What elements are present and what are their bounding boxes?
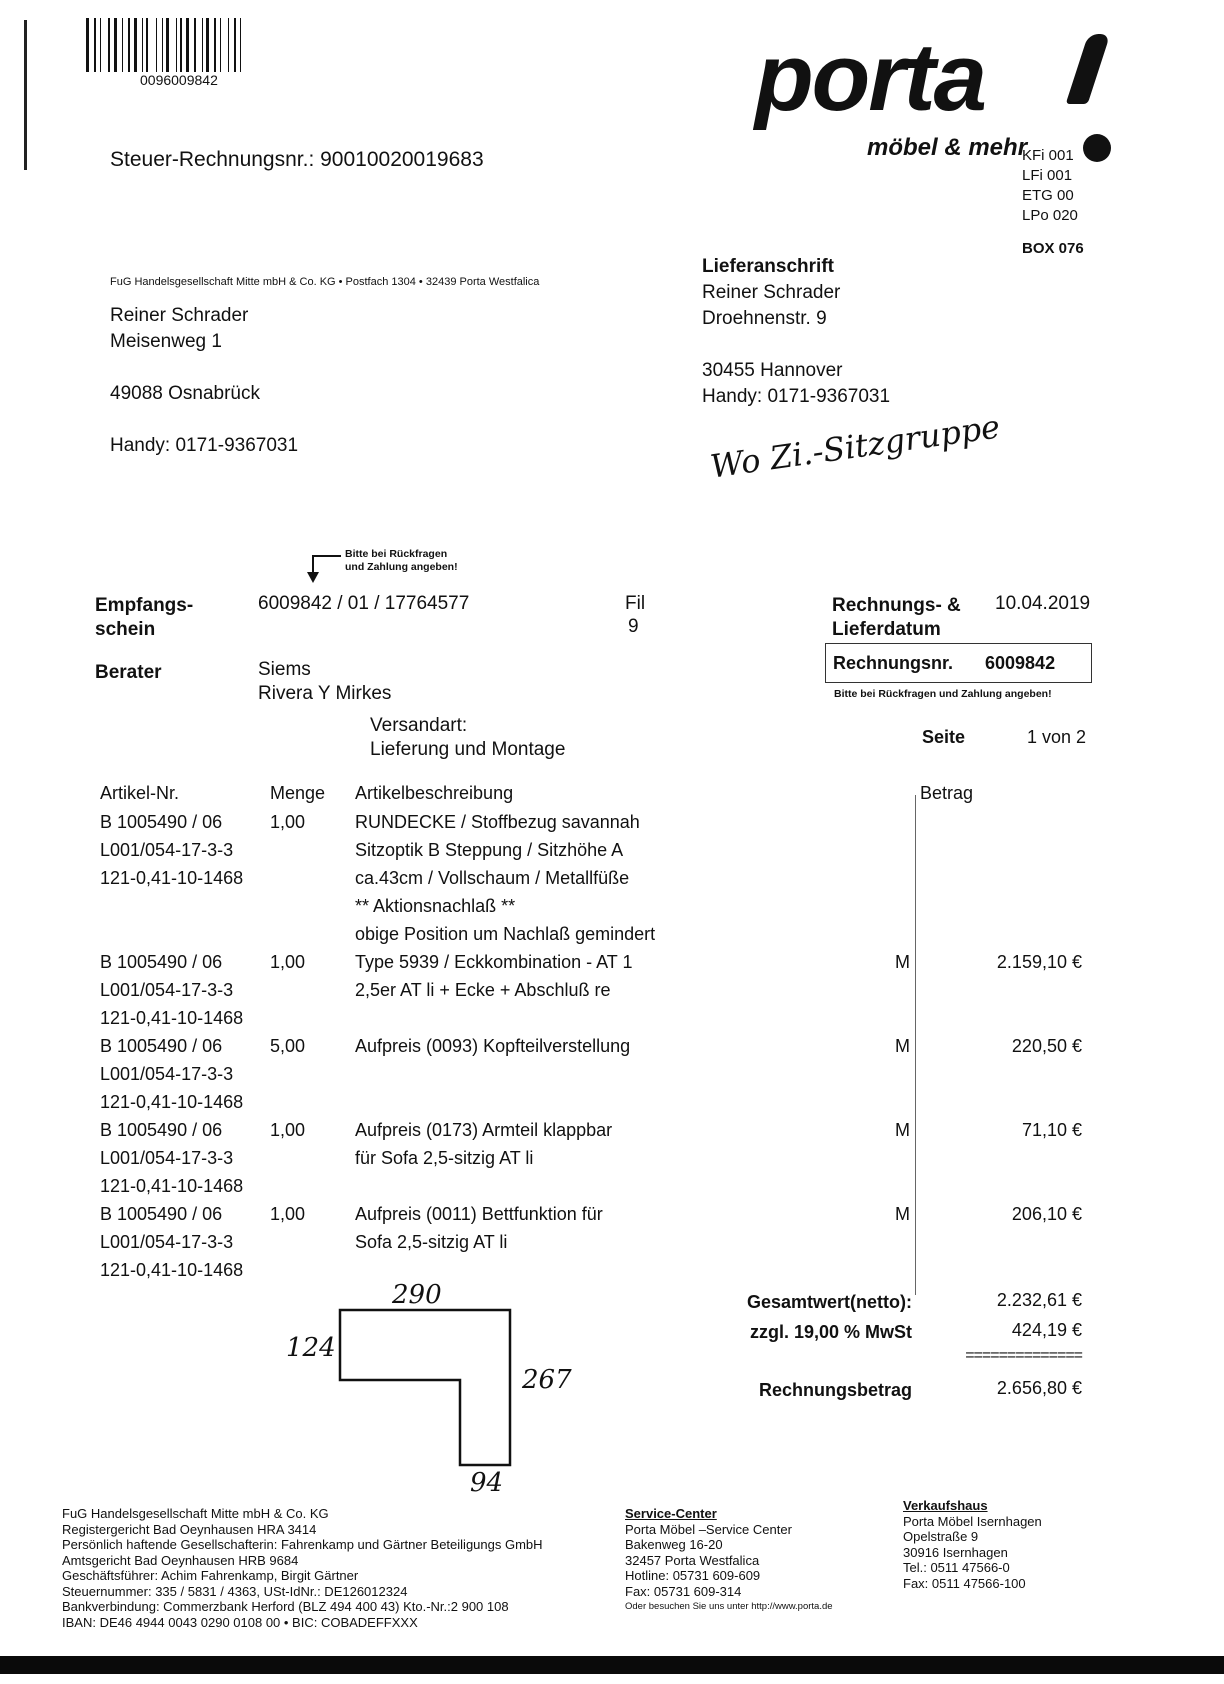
- table-cell-desc: Sitzoptik B Steppung / Sitzhöhe A: [355, 840, 624, 860]
- table-cell-art: L001/054-17-3-3: [100, 1232, 234, 1252]
- table-cell-art: 121-0,41-10-1468: [100, 1008, 244, 1028]
- billing-phone: Handy: 0171-9367031: [110, 435, 299, 456]
- barcode-bar: [166, 18, 169, 72]
- invoice-total-label: Rechnungsbetrag: [758, 1380, 912, 1400]
- footer-line: IBAN: DE46 4944 0043 0290 0108 00 • BIC: COBADEFFXXX: [62, 1614, 418, 1630]
- vat-value: 424,19 €: [1011, 1320, 1082, 1340]
- scan-mark: [24, 20, 27, 170]
- service-line: Hotline: 05731 609-609: [625, 1568, 761, 1583]
- table-cell-amount: 206,10 €: [1011, 1204, 1082, 1224]
- footer-line: Persönlich haftende Gesellschafterin: Fahrenkamp und Gärtner Beteiligungs GmbH: [62, 1537, 543, 1552]
- barcode-number: 0096009842: [140, 72, 218, 88]
- invoice-number-value: 6009842: [985, 653, 1056, 673]
- barcode-bar: [108, 18, 110, 72]
- total-separator: ==============: [965, 1347, 1082, 1364]
- barcode-bar: [214, 18, 216, 72]
- invoice-number-label: Rechnungsnr.: [833, 653, 954, 673]
- invoice-date-label: [832, 594, 961, 642]
- barcode: [86, 18, 288, 72]
- table-cell-desc: für Sofa 2,5-sitzig AT li: [355, 1148, 534, 1168]
- billing-city: 49088 Osnabrück: [110, 383, 260, 404]
- barcode-bar: [180, 18, 182, 72]
- service-heading: Service-Center: [625, 1506, 717, 1521]
- receipt-label-1: Empfangs-: [95, 595, 194, 616]
- table-cell-m: M: [895, 1120, 910, 1140]
- box-codes: [1022, 146, 1078, 226]
- footer-store: [903, 1498, 1042, 1591]
- footer-line: Steuernummer: 335 / 5831 / 4363, USt-IdNr.: DE126012324: [62, 1583, 408, 1599]
- table-cell-art: 121-0,41-10-1468: [100, 868, 244, 888]
- table-cell-m: M: [895, 952, 910, 972]
- table-cell-m: M: [895, 1204, 910, 1224]
- receipt-value: 6009842 / 01 / 17764577: [258, 593, 470, 614]
- table-cell-qty: 1,00: [270, 952, 306, 972]
- table-cell-qty: 1,00: [270, 1204, 306, 1224]
- box-code: ETG 00: [1022, 187, 1074, 204]
- table-cell-art: B 1005490 / 06: [100, 1036, 223, 1056]
- service-line: Fax: 05731 609-314: [625, 1583, 742, 1599]
- handwritten-note: Wo Zi.-Sitzgruppe: [708, 407, 1003, 486]
- fil-value: 9: [628, 616, 639, 637]
- barcode-bar: [206, 18, 209, 72]
- table-cell-art: 121-0,41-10-1468: [100, 1176, 244, 1196]
- amount-divider: [915, 795, 916, 1295]
- footer-line: FuG Handelsgesellschaft Mitte mbH & Co. KG: [62, 1506, 329, 1521]
- table-cell-qty: 5,00: [270, 1036, 306, 1056]
- barcode-bar: [100, 18, 101, 72]
- service-line: 32457 Porta Westfalica: [625, 1552, 760, 1568]
- vat-label: zzgl. 19,00 % MwSt: [749, 1322, 912, 1342]
- invoice-date-value: 10.04.2019: [995, 593, 1091, 614]
- receipt-label: [95, 594, 193, 642]
- barcode-bar: [220, 18, 221, 72]
- barcode-bar: [234, 18, 236, 72]
- shipping-label: Versandart:: [370, 715, 468, 736]
- sketch-bottom: 94: [470, 1468, 504, 1498]
- barcode-bar: [134, 18, 137, 72]
- logo-exclamation: [1066, 34, 1111, 104]
- table-cell-art: L001/054-17-3-3: [100, 980, 234, 1000]
- page-value: 1 von 2: [1027, 727, 1087, 747]
- invoice-number-note: Bitte bei Rückfragen und Zahlung angeben!: [834, 688, 1052, 700]
- table-cell-desc: ** Aktionsnachlaß **: [355, 896, 516, 916]
- table-cell-art: 121-0,41-10-1468: [100, 1092, 244, 1112]
- footer-service: [625, 1506, 833, 1615]
- advisor-name: Siems: [258, 659, 311, 680]
- advisor-names: [258, 658, 391, 706]
- footer-company: [62, 1506, 543, 1630]
- store-line: Porta Möbel Isernhagen: [903, 1513, 1042, 1529]
- table-cell-desc: Aufpreis (0173) Armteil klappbar: [355, 1120, 613, 1140]
- barcode-bar: [228, 18, 229, 72]
- arrow-note: [345, 548, 458, 574]
- advisor-name: Rivera Y Mirkes: [258, 683, 392, 704]
- delivery-heading: Lieferanschrift: [702, 256, 834, 277]
- logo-dot: [1083, 134, 1111, 162]
- barcode-bar: [162, 18, 163, 72]
- sketch-left: 124: [286, 1333, 336, 1363]
- table-cell-amount: 2.159,10 €: [996, 952, 1082, 972]
- barcode-bar: [240, 18, 241, 72]
- invoice-date-label-2: Lieferdatum: [832, 619, 941, 640]
- table-cell-desc: 2,5er AT li + Ecke + Abschluß re: [355, 980, 611, 1000]
- barcode-bar: [142, 18, 143, 72]
- table-cell-desc: ca.43cm / Vollschaum / Metallfüße: [355, 868, 630, 888]
- store-line: Opelstraße 9: [903, 1529, 979, 1544]
- footer-line: Amtsgericht Bad Oeynhausen HRB 9684: [62, 1552, 299, 1568]
- store-line: Tel.: 0511 47566-0: [903, 1560, 1010, 1575]
- porta-logo: [755, 24, 1125, 161]
- logo-brand: porta: [755, 24, 985, 131]
- billing-name: Reiner Schrader: [110, 305, 249, 326]
- sketch-top: 290: [392, 1280, 442, 1310]
- net-total-label: Gesamtwert(netto):: [746, 1292, 912, 1312]
- shipping: [370, 714, 565, 762]
- table-cell-desc: RUNDECKE / Stoffbezug savannah: [355, 812, 640, 832]
- service-website: Oder besuchen Sie uns unter http://www.porta.de: [625, 1601, 833, 1612]
- box-label: BOX 076: [1022, 240, 1084, 257]
- box-code: LFi 001: [1022, 167, 1073, 184]
- footer-line: Geschäftsführer: Achim Fahrenkamp, Birgit Gärtner: [62, 1568, 359, 1583]
- net-total-value: 2.232,61 €: [996, 1290, 1082, 1310]
- delivery-name: Reiner Schrader: [702, 282, 841, 303]
- barcode-bar: [94, 18, 96, 72]
- table-cell-art: B 1005490 / 06: [100, 1204, 223, 1224]
- barcode-bar: [128, 18, 130, 72]
- table-cell-art: L001/054-17-3-3: [100, 1064, 234, 1084]
- barcode-bar: [156, 18, 157, 72]
- table-cell-amount: 71,10 €: [1021, 1120, 1082, 1140]
- table-cell-art: L001/054-17-3-3: [100, 1148, 234, 1168]
- down-arrow-icon: [305, 554, 341, 584]
- store-line: 30916 Isernhagen: [903, 1544, 1008, 1560]
- table-cell-desc: Aufpreis (0011) Bettfunktion für: [355, 1204, 603, 1224]
- table-cell-desc: Sofa 2,5-sitzig AT li: [355, 1232, 508, 1252]
- barcode-bar: [186, 18, 189, 72]
- invoice-date-label-1: Rechnungs- &: [832, 595, 961, 616]
- table-cell-art: 121-0,41-10-1468: [100, 1260, 244, 1280]
- header-quantity: Menge: [270, 783, 326, 803]
- table-cell-amount: 220,50 €: [1011, 1036, 1082, 1056]
- barcode-bar: [114, 18, 117, 72]
- store-heading: Verkaufshaus: [903, 1498, 988, 1513]
- table-cell-art: B 1005490 / 06: [100, 812, 223, 832]
- tax-invoice-number: Steuer-Rechnungsnr.: 90010020019683: [110, 148, 484, 171]
- barcode-bar: [86, 18, 89, 72]
- barcode-bar: [202, 18, 203, 72]
- delivery-phone: Handy: 0171-9367031: [702, 386, 891, 407]
- table-cell-desc: Type 5939 / Eckkombination - AT 1: [355, 952, 633, 972]
- table-cell-art: B 1005490 / 06: [100, 1120, 223, 1140]
- arrow-note-line: und Zahlung angeben!: [345, 561, 458, 573]
- header-amount: Betrag: [920, 783, 974, 803]
- box-code: LPo 020: [1022, 207, 1078, 224]
- bottom-scan-edge: [0, 1656, 1224, 1674]
- advisor-label: Berater: [95, 662, 162, 683]
- shipping-value: Lieferung und Montage: [370, 739, 566, 760]
- arrow-note-line: Bitte bei Rückfragen: [345, 548, 448, 560]
- barcode-bar: [176, 18, 177, 72]
- barcode-bar: [146, 18, 148, 72]
- service-line: Bakenweg 16-20: [625, 1537, 723, 1552]
- sketch-right: 267: [522, 1365, 572, 1395]
- footer-line: Bankverbindung: Commerzbank Herford (BLZ 494 400 43) Kto.-Nr.:2 900 108: [62, 1599, 509, 1614]
- delivery-address: [702, 254, 890, 410]
- logo-tagline: möbel & mehr: [867, 134, 1028, 161]
- footer-line: Registergericht Bad Oeynhausen HRA 3414: [62, 1521, 317, 1537]
- billing-address: [110, 303, 298, 459]
- store-line: Fax: 0511 47566-100: [903, 1575, 1026, 1591]
- table-cell-desc: obige Position um Nachlaß gemindert: [355, 924, 656, 944]
- header-article: Artikel-Nr.: [100, 783, 180, 803]
- barcode-bars: [86, 18, 288, 72]
- table-cell-qty: 1,00: [270, 812, 306, 832]
- table-cell-art: B 1005490 / 06: [100, 952, 223, 972]
- header-description: Artikelbeschreibung: [355, 783, 514, 803]
- receipt-label-2: schein: [95, 619, 156, 640]
- box-code: KFi 001: [1022, 147, 1074, 164]
- sender-line: FuG Handelsgesellschaft Mitte mbH & Co. KG • Postfach 1304 • 32439 Porta Westfalica: [110, 276, 540, 288]
- service-line: Porta Möbel –Service Center: [625, 1521, 792, 1537]
- invoice-total-value: 2.656,80 €: [996, 1378, 1082, 1398]
- barcode-bar: [194, 18, 196, 72]
- table-cell-desc: Aufpreis (0093) Kopfteilverstellung: [355, 1036, 631, 1056]
- delivery-street: Droehnenstr. 9: [702, 308, 827, 329]
- table-cell-art: L001/054-17-3-3: [100, 840, 234, 860]
- fil-label: Fil: [625, 593, 646, 614]
- billing-street: Meisenweg 1: [110, 331, 222, 352]
- delivery-city: 30455 Hannover: [702, 360, 843, 381]
- table-cell-qty: 1,00: [270, 1120, 306, 1140]
- page-label: Seite: [922, 727, 966, 747]
- barcode-bar: [122, 18, 123, 72]
- table-cell-m: M: [895, 1036, 910, 1056]
